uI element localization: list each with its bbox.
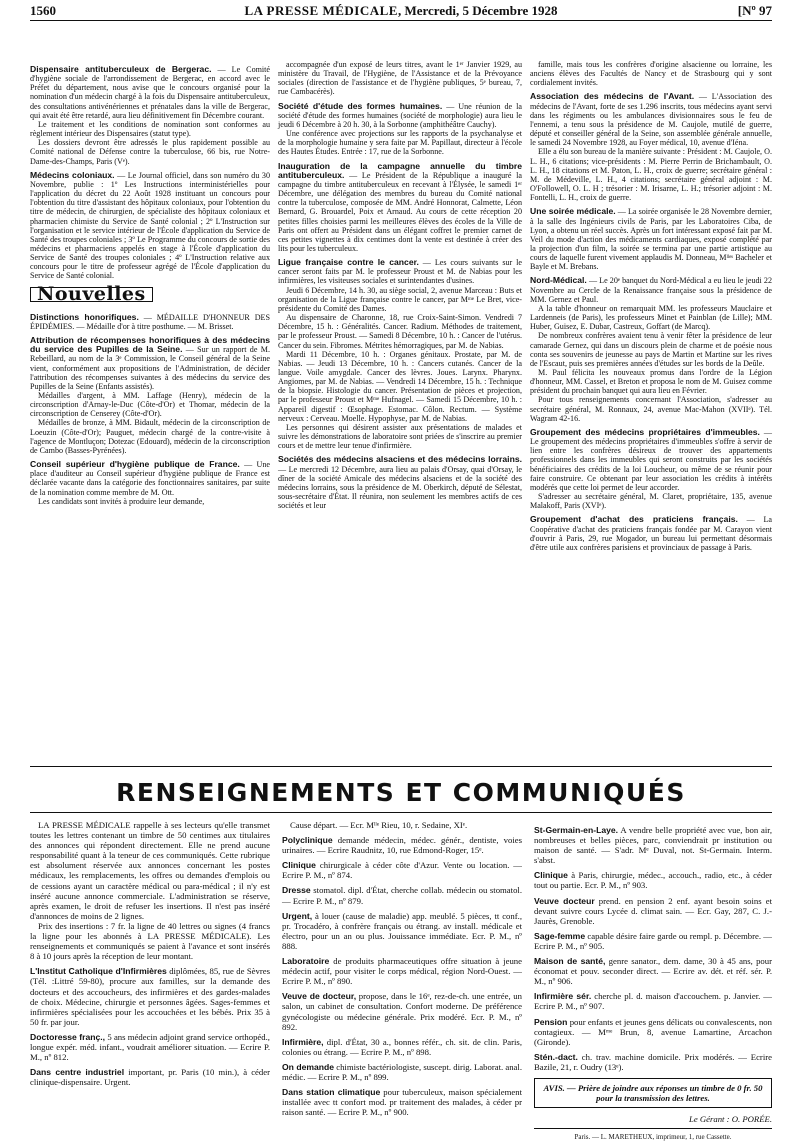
article-text: diplômées, 85, rue de Sèvres (Tél. :Littré 59-80), procure aux familles, sur la demande des docteurs et des accoucheurs, des infirmières et des gardes-malades de choix. Médecine, chirurgie et personnes âgées. Sages-femmes et infirmières spécialisées pour les accouchées et les bébés. Prix 35 à 50 fr. par jour. — [30, 966, 271, 1027]
article-text: de produits pharmaceutiques offre situation à jeune médecin actif, pour visiter le corps médical, région Nord-Ouest. — Ecrire P. M., nº 890. — [282, 956, 522, 987]
article-paragraph — [282, 1087, 522, 1117]
body-paragraph: Jeudi 6 Décembre, 14 h. 30, au siège social, 2, avenue Marceau : Buts et organisation de la Ligue française contre le cancer, par Mᵐᵉ Le Bret, vice-présidente du Comité des Dames. — [278, 285, 522, 313]
article-paragraph — [30, 460, 270, 497]
article-text: prend. en pension 2 enf. ayant besoin soins et devant suivre cours Lycée d. climat sain. — Ecr. Gay, 287, C. J.-Jaurès, Grenoble. — [534, 895, 773, 926]
classifieds-list — [534, 825, 772, 1072]
column-3 — [530, 60, 772, 760]
issue-number: [Nº 97 — [737, 3, 772, 18]
article-text: important, pr. Paris (10 min.), à céder clinique-dispensaire. Urgent. — [30, 1067, 271, 1088]
body-paragraph: famille, mais tous les confrères d'origine alsacienne ou lorraine, les anciens élèves des Facultés de Nancy et de Strasbourg qui y sont cordialement invités. — [530, 60, 772, 88]
article-paragraph — [30, 65, 270, 120]
article-text: — Le 20ᵉ banquet du Nord-Médical a eu lieu le jeudi 22 Novembre au Cercle de la Renaissance française sous la présidence de MM. Gernez et Paul. — [530, 276, 772, 304]
article-paragraph — [282, 911, 522, 951]
article-text: 5 ans médecin adjoint grand service orthopéd., longue expér. méd. infant., voudrait améliorer situation. — Ecrire P. M., nº 812. — [30, 1031, 270, 1063]
page-number: 1560 — [30, 3, 56, 18]
article-heading: Clinique — [534, 870, 568, 881]
article-heading: Sage-femme — [534, 930, 586, 941]
article-heading: L'Institut Catholique d'Infirmières — [30, 966, 167, 977]
article-paragraph — [278, 258, 522, 285]
article-text: — Le Journal officiel, dans son numéro du 30 Novembre, publie : 1º Les Instructions interministérielles pour l'application du décret du 22 Août 1928 instituant un concours pour l'obtention du titre d'assistant des hôpitaux coloniaux, pour l'obtention du titre de médecin, de chirurgien, de spécialiste des hôpitaux coloniaux et pharmacien chimiste du Service de Santé colonial ; 2º L'Instruction sur l'organisation et le service intérieur de l'École d'application du Service de Santé des troupes coloniales ; 3º Le Programme du concours de sortie des médecins et pharmaciens appelés en stage à l'École d'application du Service de Santé des troupes coloniales ; 4º L'Instruction relative aux concours pour le titre de professeur agrégé de l'École d'application du Service de Santé colonial. — [30, 170, 270, 281]
article-text: propose, dans le 16ᵉ, rez-de-ch. une entrée, un salon, un cabinet de consultation. Confort moderne. De préférence gynécologiste ou médecine générale. Prix modéré. Ecr. P. M., nº 892. — [282, 991, 522, 1032]
article-text: — Le mercredi 12 Décembre, aura lieu au palais d'Orsay, quai d'Orsay, le dîner de la société Amicale des médecins alsaciens et de la société des médecins lorrains, sous la présidence de M. Oberkirch, député de Sélestat, sous-secrétaire d'État. Il réunira, non seulement les membres actifs de ces sociétés et leur — [278, 464, 522, 511]
article-paragraph — [282, 956, 522, 986]
article-text: pour enfants et jeunes gens délicats ou convalescents, non contagieux. — Mᵐᵉ Brun, 8, avenue Lamartine, Arcachon (Gironde). — [534, 1016, 772, 1047]
article-heading: Conseil supérieur d'hygiène publique de France. — [30, 459, 240, 470]
printer-line: Paris. — L. MARETHEUX, imprimeur, 1, rue Cassette. — [534, 1128, 772, 1142]
article-text: — Sur un rapport de M. Rebeillard, au nom de la 3ᵉ Commission, le Conseil général de la Seine vient, conformément aux propositions de l'Administration, de décider l'attribution des récompenses suivantes à des médecins du service des Pupilles de la Seine (Enfants assistés). — [30, 345, 270, 391]
running-title — [30, 3, 772, 19]
journal-name: LA PRESSE MÉDICALE — [244, 3, 398, 18]
article-heading: Distinctions honorifiques. — [30, 311, 139, 322]
body-paragraph: LA PRESSE MÉDICALE rappelle à ses lecteurs qu'elle transmet toutes les lettres contenant un timbre de 50 centimes aux titulaires des annonces qui répondent directement. Elle ne prend aucune responsabilité quant à la teneur de ces communiqués. Cette rubrique est absolument réservée aux annonces concernant les postes médicaux, les remplacements, les offres ou demandes d'emplois ou de cessions ayant un caractère médical ou para-médical ; il n'y est inséré aucune annonce commerciale. L'administration se réserve, après examen, le droit de refuser les insertions. Il n'est pas inséré d'annonces de moins de 2 lignes. — [30, 820, 270, 921]
article-heading: Société d'étude des formes humaines. — [278, 100, 443, 111]
column-1 — [30, 60, 270, 718]
article-heading: Médecins coloniaux. — [30, 169, 115, 180]
article-paragraph — [30, 966, 270, 1027]
article-text: ch. trav. machine domicile. Prix modérés. — Ecrire Bazile, 21, r. Oudry (13ᵉ). — [534, 1051, 772, 1072]
article-heading: Dans station climatique — [282, 1087, 381, 1098]
article-heading: Infirmière, — [282, 1036, 324, 1047]
article-heading: Stén.-dact. — [534, 1051, 578, 1062]
body-paragraph: S'adresser au secrétaire général, M. Claret, propriétaire, 135, avenue Malakoff, Paris (XVIᵉ). — [530, 492, 772, 511]
article-paragraph — [30, 1032, 270, 1062]
body-paragraph: Médailles de bronze, à MM. Bidault, médecin de la circonscription de Loeuzin (Côte-d'Or); Pauguet, médecin chargé de la contre-visite à l'agence de Montluçon; Dotezac (Edouard), médecin de la circonscription de Cambo (Basses-Pyrénées). — [30, 418, 270, 455]
article-heading: Infirmière sér. — [534, 991, 592, 1002]
article-text: à Paris, chirurgie, médec., accouch., radio, etc., à céder tout ou partie. Ecr. P. M., nº 903. — [534, 870, 772, 891]
article-heading: Veuve de docteur, — [282, 991, 357, 1002]
article-text: chimiste bactériologiste, suscept. dirig. Laborat. anal. médic. — Ecrire P. M., nº 899. — [282, 1061, 522, 1082]
avis-box: AVIS. — Prière de joindre aux réponses un timbre de 0 fr. 50 pour la transmission des lettres. — [534, 1078, 772, 1108]
article-paragraph — [534, 931, 772, 951]
article-heading: Maison de santé, — [534, 956, 606, 967]
article-text: — Une place d'auditeur au Conseil supérieur d'hygiène publique de France est déclarée vacante dans la catégorie des fonctionnaires sanitaires, par suite de la nomination comme membre de M. Ott. — [30, 460, 270, 497]
article-paragraph — [534, 896, 772, 926]
article-heading: Pension — [534, 1016, 568, 1027]
article-heading: Clinique — [282, 860, 316, 871]
article-paragraph — [30, 336, 270, 391]
article-text: — Le Comité d'hygiène sociale de l'arrondissement de Bergerac, en accord avec le Préfet du département, nous avise que le concours organisé pour la nomination d'un médecin chargé à la fois du Dispensaire antituberculeux, des consultations antivénériennes et prénatales dans la ville de Bergerac, qui avait été être retardé, aura lieu définitivement fin Décembre courant. — [30, 65, 270, 120]
article-paragraph — [534, 1052, 772, 1072]
article-heading: Doctoresse franç., — [30, 1031, 106, 1042]
article-heading: Association des médecins de l'Avant. — [530, 91, 695, 102]
article-paragraph — [530, 515, 772, 552]
body-paragraph: Les dossiers devront être adressés le plus rapidement possible au Comité national de Défense contre la tuberculose, 66 bis, rue Notre-Dame-des-Champs, Paris (Vᵉ). — [30, 138, 270, 166]
article-heading: Ligue française contre le cancer. — [278, 257, 419, 268]
article-paragraph — [534, 1017, 772, 1047]
body-paragraph: A la table d'honneur on remarquait MM. les professeurs Mauclaire et Lardenneis (de Paris), les professeurs Minet et Painblan (de Lille); MM. Huber, Guisez, E. Dubar, Castreux, Goffart (de Marcq). — [530, 303, 772, 332]
article-text: — Une réunion de la société d'étude des formes humaines (société de morphologie) aura lieu le jeudi 6 Décembre à 20 h. 30, à la Sorbonne (amphithéâtre Cauchy). — [278, 101, 522, 129]
body-paragraph: Les candidats sont invités à produire leur demande, — [38, 496, 205, 506]
article-heading: Une soirée médicale. — [530, 206, 616, 217]
article-heading: Sociétés des médecins alsaciens et des médecins lorrains. — [278, 454, 522, 465]
article-heading: On demande — [282, 1061, 335, 1072]
article-paragraph — [278, 455, 522, 510]
body-paragraph: Elle a élu son bureau de la manière suivante : Président : M. Caujole, O. L. H., 6 citations; vice-présidents : M. Pierre Perrin de Brichambault, O. L. H., 18 citations et M. Paton, L. H., croix de guerre; secrétaire général : M. de Médeville, L. H., 4 citations; secrétaire général adjoint : M. O'Followell, O. L. H ; trésorier : M. Irisarne, L. H.; trésorier adjoint : M. Fontelli, L. H., croix de guerre. — [530, 147, 772, 203]
article-heading: St-Germain-en-Laye. — [534, 825, 619, 835]
article-paragraph — [534, 870, 772, 890]
article-paragraph — [30, 1067, 270, 1087]
article-paragraph — [282, 860, 522, 880]
body-paragraph: Une conférence avec projections sur les rapports de la psychanalyse et de la morphologie humaine y sera faite par M. Papillaut, directeur à l'école des Hautes Études. Entrée : 17, rue de la Sorbonne. — [278, 129, 522, 157]
body-paragraph: Mardi 11 Décembre, 10 h. : Organes génitaux. Prostate, par M. de Nabias. — Jeudi 13 Décembre, 10 h. : Cancers cutanés. Cancer de la langue. Voile amygdale. Cancer des lèvres. Joues. Larynx. Pharynx. Angiomes, par M. de Nabias. — Vendredi 14 Décembre, 15 h. : Technique de la biopsie. Histologie du cancer. Présentation de pièces et projection, par le professeur Proust et Mᵐᵉ Hufnagel. — Samedi 15 Décembre, 10 h. : Appareil digestif : Œsophage. Estomac. Côlon. Rectum. — Système nerveux : Cerveau. Moelle. Hypophyse, par M. de Nabias. — [278, 349, 522, 423]
body-paragraph: M. Paul félicita les nouveaux promus dans l'ordre de la Légion d'honneur, MM. Cassel, et Breton et proposa le nom de M. Guisez comme président du prochain banquet qui aura lieu en Février. — [530, 368, 772, 396]
issue-date: , Mercredi, 5 Décembre 1928 — [397, 3, 558, 18]
body-paragraph: Le traitement et les conditions de nomination sont conformes au règlement intérieur des Dispensaires (statut type). — [30, 119, 270, 139]
article-heading: Veuve docteur — [534, 895, 595, 906]
article-paragraph — [530, 92, 772, 147]
article-heading: Laboratoire — [282, 956, 330, 967]
article-text: — La soirée organisée le 28 Novembre dernier, à la salle des Ingénieurs civils de Paris, par les Laboratoires Ciba, de Lyon, a obtenu un réel succès. Après un fort intéressant exposé fait par M. Veil du mode d'action des médicaments cardiaques, exposé complété par la projection d'un film, la soirée se termina par une partie artistique au cours de laquelle furent vivement applaudis M. Donneau, Mˡˡᵉˢ Bacheler et Bayle et M. Brebans. — [530, 207, 772, 272]
article-heading: Polyclinique — [282, 835, 333, 846]
article-text: chirurgicale à céder côte d'Azur. Vente ou location. — Ecrire P. M., nº 874. — [282, 860, 522, 881]
article-paragraph — [278, 162, 522, 254]
article-text: pour tuberculeux, maison spécialement installée avec tt confort mod. pr traitement des malades, à céder pr raison santé. — Ecrire P. M., nº 900. — [282, 1087, 522, 1118]
article-text: cherche pl. d. maison d'accouchem. p. Janvier. — Ecrire P. M., nº 907. — [534, 991, 772, 1012]
article-paragraph — [278, 102, 522, 129]
article-text: — MÉDAILLE D'HONNEUR DES ÉPIDÉMIES. — Médaille d'or à titre posthume. — M. Brisset. — [30, 312, 270, 331]
article-paragraph — [282, 991, 522, 1031]
article-paragraph — [282, 1062, 522, 1082]
body-paragraph: Cause départ. — Ecr. Mˡˡᵉ Rieu, 10, r. Sedaine, XIᵉ. — [290, 820, 468, 830]
article-text: demande médecin, médec. génér., dentiste, voies urinaires. — Ecrire Raudnitz, 10, rue Edmond-Roger, 15ᵉ. — [282, 835, 522, 856]
article-paragraph — [534, 956, 772, 986]
body-paragraph: Pour tous renseignements concernant l'Association, s'adresser au secrétaire général, M. Ronnaux, 24, avenue Mac-Mahon (XVIIᵉ). Tél. Wagram 42-16. — [530, 395, 772, 423]
article-text: genre sanator., dem. dame, 30 à 45 ans, pour économat et pouv. seconder direct. — Ecrire av. dét. et réf. sér. P. M., nº 906. — [534, 956, 773, 987]
body-paragraph: Prix des insertions : 7 fr. la ligne de 40 lettres ou signes (4 francs la ligne pour les abonnés à LA PRESSE MÉDICALE). Les renseignements et communiqués se paient à l'avance et sont insérés 8 à 10 jours après la réception de leur montant. — [30, 920, 270, 962]
article-heading: Urgent, — [282, 910, 313, 921]
article-heading: Groupement des médecins propriétaires d'immeubles. — [530, 426, 760, 437]
article-heading: Groupement d'achat des praticiens français. — [530, 514, 738, 525]
banner-underline — [30, 812, 772, 813]
article-paragraph — [30, 171, 270, 281]
article-text: stomatol. dipl. d'État, cherche collab. médecin ou stomatol. — Ecrire P. M., nº 879. — [282, 885, 522, 906]
body-paragraph: Médailles d'argent, à MM. Laffage (Henry), médecin de la circonscription d'Arnay-le-Duc (Côte-d'Or) et Thomar, médecin de la circonscription de Censerey (Côte-d'Or). — [30, 391, 270, 419]
body-paragraph: accompagnée d'un exposé de leurs titres, avant le 1ᵉʳ Janvier 1929, au ministère du Travail, de l'Hygiène, de l'Assistance et de la Prévoyance sociales (direction de l'assistance et de l'hygiène publiques, 5ᵉ bureau, 7, rue Cambacérès). — [278, 60, 522, 97]
article-heading: Nord-Médical. — [530, 275, 587, 286]
article-heading: Dresse — [282, 885, 311, 896]
body-paragraph: Au dispensaire de Charonne, 18, rue Croix-Saint-Simon. Vendredi 7 Décembre, 15 h. : Généralités. Cancer. Radium. Méthodes de traitement, par le professeur Proust. — Samedi 8 Décembre, 10 h. : Cancer de l'utérus. Cancer du sein. Fibromes. Métrites hémorragiques, par M. de Nabias. — [278, 313, 522, 350]
article-paragraph — [530, 207, 772, 271]
section-banner: RENSEIGNEMENTS ET COMMUNIQUÉS — [116, 778, 686, 807]
article-paragraph — [534, 991, 772, 1011]
nouvelles-heading: Nouvelles — [30, 287, 153, 302]
article-paragraph — [530, 428, 772, 492]
article-paragraph — [530, 276, 772, 303]
article-heading: Dispensaire antituberculeux de Bergerac. — [30, 64, 212, 74]
article-paragraph — [282, 1037, 522, 1057]
article-text: à louer (cause de maladie) app. meublé. 5 pièces, tt conf., pr. Trocadéro, à confrère français ou étrang. av install. médicale et électro, pour un an ou plus. Jouissance immédiate. Ecr. P. M., nº 888. — [282, 910, 522, 951]
article-text: dipl. d'État, 30 a., bonnes référ., ch. sit. de clin. Paris, colonies ou étrang. — Ecrire P. M., nº 898. — [282, 1036, 522, 1057]
column-2 — [278, 60, 522, 760]
article-paragraph — [534, 825, 772, 865]
article-text: A vendre belle propriété avec vue, bon air, nombreuses et belles pièces, parc, conviendrait pr institution ou maison de santé. — S'adr. Mᵉ Duval, not. St-Germain. Interm. s'abst. — [534, 825, 772, 866]
article-text: — L'Association des médecins de l'Avant, forte de ses 1.296 inscrits, tous médecins ayant servi dans les régiments ou les ambulances divisionnaires sous le feu de l'ennemi, a tenu sous la présidence de M. Caujole, mutilé de guerre, député et conseiller général de la Seine, son assemblée générale annuelle, le samedi 24 Novembre 1928, au Foyer médical, 10, avenue d'Iéna. — [530, 92, 772, 148]
article-paragraph — [30, 313, 270, 331]
article-paragraph — [282, 885, 522, 905]
article-heading: Attribution de récompenses honorifiques à des médecins du service des Pupilles de la Seine. — [30, 335, 270, 355]
body-paragraph: Les personnes qui désirent assister aux présentations de malades et suivre les démonstrations de laboratoire sont priées de s'inscrire au premier cours et de mettre leur tenue d'infirmière. — [278, 422, 522, 451]
body-paragraph: De nombreux confrères avaient tenu à venir fêter la présidence de leur camarade Gernez, qui dans un discours plein de charme et de poésie nous conta ses souvenirs de jeunesse au pays de Martin et Martine sur les rives de l'Escaut, puis ses premières années d'études sur les bords de la Deûle. — [530, 331, 772, 368]
classifieds-column-2 — [282, 820, 522, 1118]
classifieds-column-3 — [534, 820, 773, 1142]
article-paragraph — [282, 835, 522, 855]
article-heading: Dans centre industriel — [30, 1067, 125, 1078]
article-text: — Le groupement des médecins propriétaires d'immeubles s'offre à servir de lien entre les confrères désireux de trouver des appartements professionnels dans les immeubles qui seront construits par les sociétés bénéficiaires des crédits de la loi Loucheur, ou même de se réunir pour faire construire. Ce obtenant par leur association les crédits à intérêts modérés que cette loi permet de leur accorder. — [530, 427, 772, 492]
article-text: — La Coopérative d'achat des praticiens français fondée par M. Carayon vient d'ouvrir à Paris, 29, rue Mogador, un bureau lui permettant désormais d'être utile aux confrères parisiens et provinciaux de passage à Paris. — [530, 515, 772, 552]
article-text: capable désire faire garde ou rempl. p. Décembre. — Ecrire P. M., nº 905. — [534, 930, 772, 951]
article-heading: Inauguration de la campagne annuelle du timbre antituberculeux. — [278, 160, 522, 180]
section-divider — [30, 766, 772, 767]
page-header — [30, 0, 772, 21]
article-text: — Les cours suivants sur le cancer seront faits par M. le professeur Proust et M. de Nabias pour les infirmières, les visiteuses sociales et surintendantes d'usines. — [278, 258, 522, 286]
classifieds-column-1 — [30, 820, 271, 1088]
gerant-line: Le Gérant : O. PORÉE. — [689, 1114, 772, 1125]
article-text: — Le Président de la République a inauguré la campagne du timbre antituberculeux en recevant à l'Élysée, le samedi 1ᵉʳ Décembre, une délégation des membres du bureau du Comité national contre la tuberculose, composée de MM. André Honnorat, Calmette, Léon Bernard, G. Brouardel, Poix et Arnaud. Au cours de cette réception 20 petites filles choisies parmi les meilleures élèves des écoles de la Ville de Paris ont offert au Président dans un élégant coffret le premier carnet de ces petites vignettes à dix centimes dont la vente est destinée à créer des lits pour les tuberculeux. — [278, 170, 522, 253]
